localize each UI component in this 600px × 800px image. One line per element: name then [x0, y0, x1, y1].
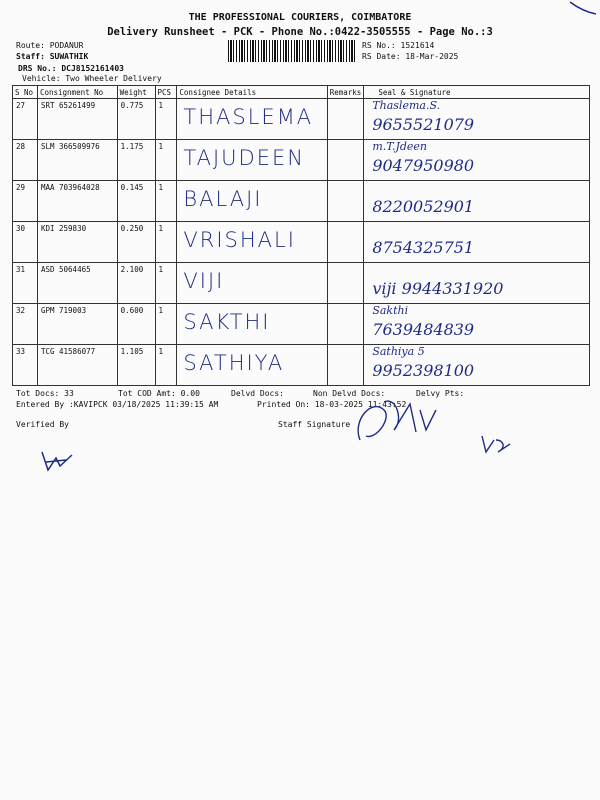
row-pcs: 1: [155, 99, 177, 140]
signature-name: m.T.Jdeen: [372, 140, 428, 153]
row-consignment: SRT 65261499: [37, 99, 117, 140]
tot-docs: Tot Docs: 33: [16, 389, 74, 398]
consignee-handwritten: VIJI: [183, 269, 225, 293]
rs-date: RS Date: 18-Mar-2025: [362, 52, 459, 61]
printed-on: Printed On: 18-03-2025 11:43:52: [257, 400, 407, 409]
tot-cod: Tot COD Amt: 0.00: [118, 389, 200, 398]
row-weight: 1.105: [117, 345, 155, 386]
row-consignment: KDI 259830: [37, 222, 117, 263]
row-sno: 31: [13, 263, 38, 304]
row-pcs: 1: [155, 304, 177, 345]
consignee-handwritten: SAKTHI: [183, 310, 271, 334]
corner-mark-icon: [570, 2, 596, 14]
signature-phone: viji 9944331920: [372, 279, 504, 298]
staff-line: Staff: SUWATHIK: [16, 52, 89, 61]
col-signature: Seal & Signature: [364, 86, 590, 99]
consignee-handwritten: SATHIYA: [183, 351, 285, 375]
entered-by: Entered By :KAVIPCK 03/18/2025 11:39:15 AM: [16, 400, 219, 409]
signature-phone: 7639484839: [372, 320, 475, 339]
row-sno: 33: [13, 345, 38, 386]
vehicle-line: Vehicle: Two Wheeler Delivery: [22, 74, 162, 83]
staff-signature: Staff Signature: [278, 420, 351, 429]
signature-name: Thaslema.S.: [372, 99, 441, 112]
consignee-handwritten: VRISHALI: [183, 228, 296, 252]
col-remarks: Remarks: [327, 86, 364, 99]
drs-line: DRS No.: DCJ8152161403: [18, 64, 124, 73]
verified-initials-icon: [42, 452, 72, 470]
col-pcs: PCS: [155, 86, 177, 99]
row-weight: 2.100: [117, 263, 155, 304]
row-weight: 0.600: [117, 304, 155, 345]
consignee-handwritten: TAJUDEEN: [183, 146, 305, 170]
delvy-pts: Delvy Pts:: [416, 389, 465, 398]
row-consignment: GPM 719003: [37, 304, 117, 345]
staff-signature-icon: [358, 401, 436, 440]
document-subtitle: Delivery Runsheet - PCK - Phone No.:0422-3505555 - Page No.:3: [107, 26, 493, 38]
signature-name: Sathiya 5: [372, 345, 425, 358]
row-weight: 0.775: [117, 99, 155, 140]
row-pcs: 1: [155, 222, 177, 263]
row-pcs: 1: [155, 181, 177, 222]
document-title: THE PROFESSIONAL COURIERS, COIMBATORE: [188, 12, 412, 23]
row-pcs: 1: [155, 140, 177, 181]
consignee-handwritten: THASLEMA: [183, 105, 314, 129]
row-pcs: 1: [155, 263, 177, 304]
row-weight: 0.250: [117, 222, 155, 263]
row-sno: 30: [13, 222, 38, 263]
row-weight: 1.175: [117, 140, 155, 181]
row-sno: 27: [13, 99, 38, 140]
non-delvd-docs: Non Delvd Docs:: [313, 389, 386, 398]
delvd-docs: Delvd Docs:: [231, 389, 284, 398]
signature-phone: 9655521079: [372, 115, 475, 134]
initials-icon: [482, 436, 510, 452]
signature-phone: 8220052901: [372, 197, 475, 216]
col-weight: Weight: [117, 86, 155, 99]
consignee-handwritten: BALAJI: [183, 187, 263, 211]
verified-by: Verified By: [16, 420, 69, 429]
row-consignment: TCG 41586077: [37, 345, 117, 386]
route-line: Route: PODANUR: [16, 41, 84, 50]
col-sno: S No: [13, 86, 38, 99]
signature-phone: 8754325751: [372, 238, 475, 257]
row-consignment: SLM 366509976: [37, 140, 117, 181]
row-consignment: ASD 5064465: [37, 263, 117, 304]
row-sno: 28: [13, 140, 38, 181]
rs-no: RS No.: 1521614: [362, 41, 435, 50]
signature-phone: 9047950980: [372, 156, 475, 175]
row-sno: 29: [13, 181, 38, 222]
row-weight: 0.145: [117, 181, 155, 222]
row-sno: 32: [13, 304, 38, 345]
col-consignment: Consignment No: [37, 86, 117, 99]
signature-phone: 9952398100: [372, 361, 475, 380]
col-consignee: Consignee Details: [177, 86, 327, 99]
row-consignment: MAA 703964028: [37, 181, 117, 222]
row-pcs: 1: [155, 345, 177, 386]
signature-name: Sakthi: [372, 304, 409, 317]
